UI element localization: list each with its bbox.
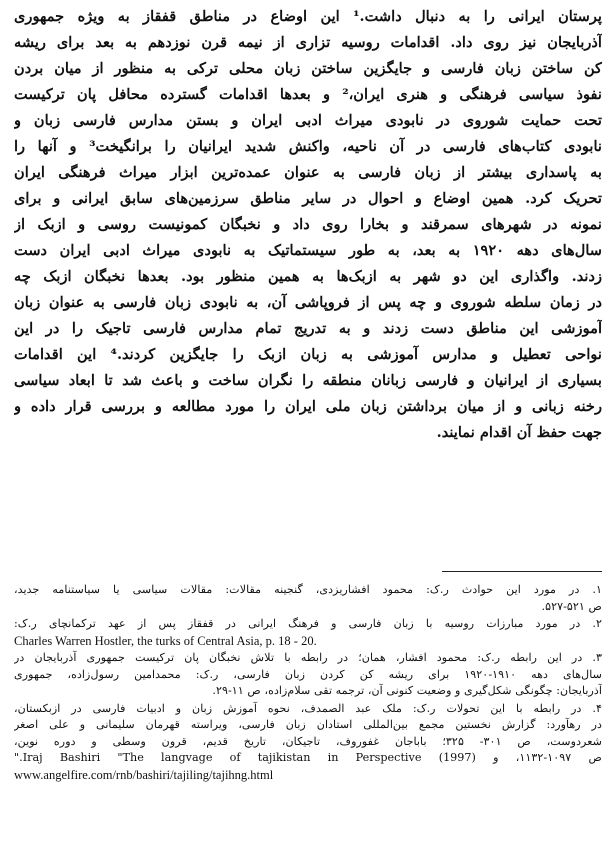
footnote-3 xyxy=(14,650,602,700)
body-line: در زمان سلطه شوروی و چه پس از فروپاشی آن، به نابودی زبان فارسی به عنوان زبان xyxy=(14,294,602,311)
body-line: آموزشی این مناطق دست زدند و به تدریج تمام مدارس فارسی تاجیک را در این xyxy=(14,320,602,337)
body-line: تحریک کرد. همین اوضاع و احوال در سایر مناطق سرزمین‌های سابق ایرانی و برای xyxy=(14,190,602,207)
body-line: نفوذ سیاسی فرهنگی و هنری ایران،² و بعدها اقدامات گسترده محافل پان ترکیست xyxy=(14,86,602,103)
body-line: بسیاری از ایرانیان و فارسی زبانان منطقه را نگران ساخت و باعث شد تا ابعاد سیاسی xyxy=(14,372,602,389)
body-line: آذربایجان نیز روی داد. اقدامات روسیه تزاری از نیمه قرن نوزدهم به بعد برای ریشه xyxy=(14,34,602,51)
footnotes xyxy=(14,582,602,784)
footnote-line: آذربایجان: چگونگی شکل‌گیری و وضعیت کنونی آن، ترجمه تقی سلام‌زاده، ص ۱۱-۲۹. xyxy=(212,684,602,697)
footnote-line: شعردوست، ص ۳۰۱- ۳۲۵؛ باباجان غفوروف، تاجیکان، تاریخ قدیم، قرون وسطی و دوره نوین، xyxy=(14,734,602,748)
footnote-line: ۳. در این رابطه ر.ک: محمود افشار، همان؛ در رابطه با تلاش نخبگان پان ترکیست جمهوری آذربایجان در xyxy=(14,651,602,664)
body-paragraph xyxy=(14,4,602,446)
body-line: کن ساختن زبان فارسی و جایگزین ساختن زبان محلی ترکی به منظور از میان بردن xyxy=(14,60,602,77)
body-line: نابودی کتاب‌های فارسی در آن ناحیه، واکنش شدید ایرانیان را برانگیخت³ و آنها را xyxy=(14,138,602,155)
footnote-4 xyxy=(14,701,602,784)
body-line: پرستان ایرانی را به دنبال داشت.¹ این اوضاع در مناطق قفقاز به ویژه جمهوری xyxy=(14,8,602,25)
body-line: به پاسداری بیشتر از زبان فارسی به عنوان عمده‌ترین ابزار میراث فرهنگی ایران xyxy=(14,164,602,181)
body-line: نمونه در شهرهای سمرقند و بخارا روی داد و نخبگان کمونیست روسی و ازبک از xyxy=(14,216,602,233)
footnote-url[interactable]: www.angelfire.com/rnb/bashiri/tajiling/tajihng.html xyxy=(14,767,274,782)
body-line: سال‌های دهه ۱۹۲۰ به بعد، به طور سیستماتیک به نابودی میراث ادبی ایران دست xyxy=(14,242,602,259)
footnote-line: ۲. در مورد مبارزات روسیه با زبان فارسی و فرهنگ ایرانی در قفقاز پس از عهد ترکمانچای ر.ک: xyxy=(14,617,602,630)
footnote-line: ص ۱۰۹۷-۱۱۳۲، و (1997) Iraj Bashiri "The langvage of tajikistan in Perspective." xyxy=(14,751,602,764)
footnote-1 xyxy=(14,582,602,615)
body-line: نواحی تعطیل و مدارس آموزشی به زبان ازبک را جایگزین کردند.⁴ این اقدامات xyxy=(14,346,602,363)
footnote-line: Charles Warren Hostler, the turks of Central Asia, p. 18 - 20. xyxy=(14,633,317,648)
footnote-divider xyxy=(442,571,602,572)
body-line: جهت حفظ آن اقدام نمایند. xyxy=(436,424,602,441)
body-line: زدند. واگذاری این دو شهر به ازبک‌ها به همین منظور بود. بعدها نخبگان ازبک چه xyxy=(14,268,602,285)
body-line: تحت حمایت شوروی در نابودی میراث ادبی ایران و بستن مدارس فارسی زبان و xyxy=(14,112,602,129)
footnote-line: سال‌های دهه ۱۹۱۰-۱۹۲۰ برای ریشه کن کردن زبان فارسی، ر.ک: محمدامین رسول‌زاده، جمهوری xyxy=(14,667,602,681)
body-line: رخنه زبانی و از میان برداشتن زبان ملی ایران را مورد مطالعه و بررسی قرار داده و xyxy=(14,398,602,415)
footnote-line: ص ۵۲۱-۵۲۷. xyxy=(541,599,602,613)
footnote-line: ۱. در مورد این حوادث ر.ک: محمود افشاریزدی، گنجینه مقالات: مقالات سیاسی یا سیاستنامه جدید، xyxy=(14,583,602,596)
footnote-line: ۴. در رابطه با این تحولات ر.ک: ملک عبد الصمدف، نحوه آموزش زبان و ادبیات فارسی در ازبکستان، xyxy=(14,701,602,715)
footnote-2 xyxy=(14,616,602,649)
footnote-line: در رهآورد: گزارش نخستین مجمع بین‌المللی استادان زبان فارسی، ویراسته قهرمان سلیمانی و علی اصغر xyxy=(14,718,602,731)
